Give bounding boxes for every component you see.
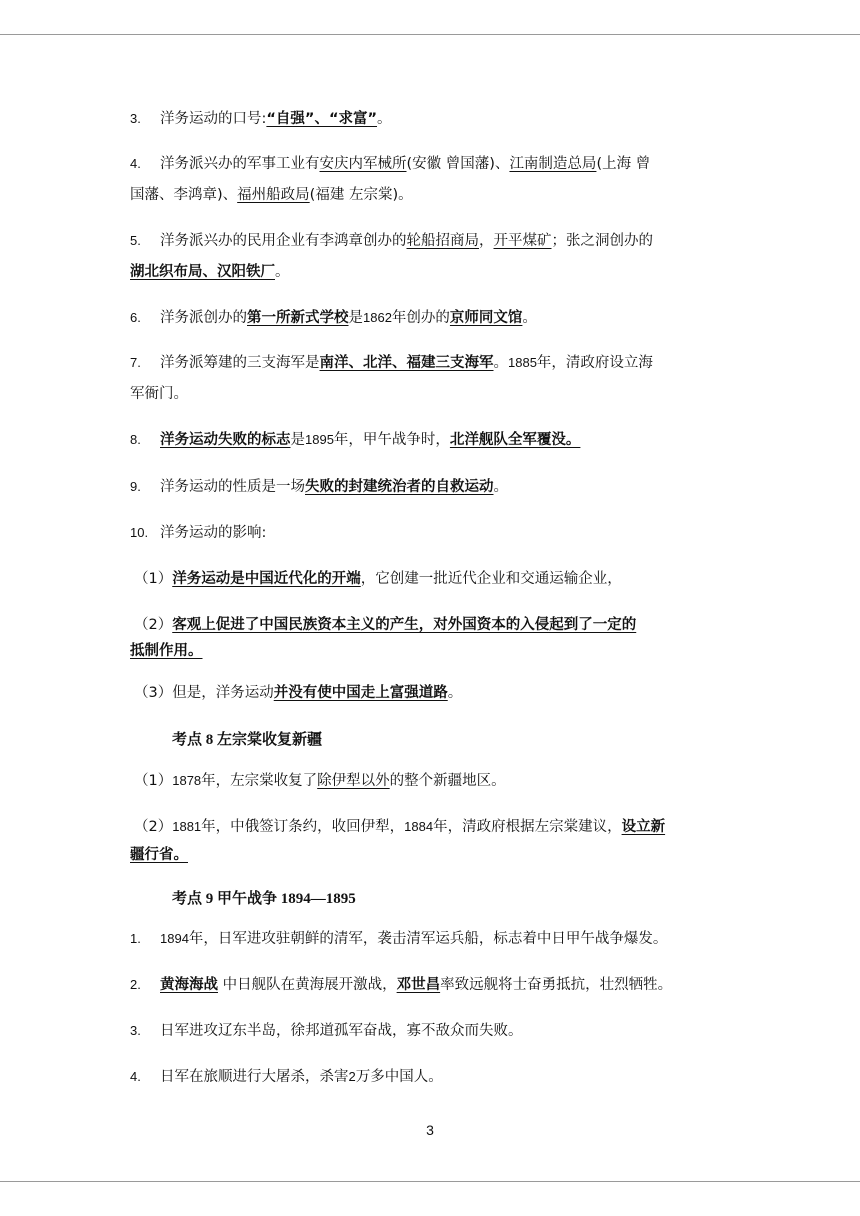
list-item: 10. 洋务运动的影响: <box>130 525 267 541</box>
section-heading: 考点 9 甲午战争 1894—1895 <box>172 891 356 907</box>
list-item: 6. 洋务派创办的第一所新式学校是1862年创办的京师同文馆。 <box>130 310 537 326</box>
page-number: 3 <box>426 1122 434 1138</box>
list-item-continuation: 军衙门。 <box>130 386 188 402</box>
list-item: 7. 洋务派筹建的三支海军是南洋、北洋、福建三支海军。1885年，清政府设立海 <box>130 355 653 371</box>
sub-item: （1）1878年，左宗棠收复了除伊犁以外的整个新疆地区。 <box>134 773 506 789</box>
sub-item: （3）但是，洋务运动并没有使中国走上富强道路。 <box>134 685 463 701</box>
bottom-divider <box>0 1181 860 1182</box>
sub-item: （2）1881年，中俄签订条约，收回伊犁，1884年，清政府根据左宗棠建议，设立新 <box>134 819 666 835</box>
list-item: 5. 洋务派兴办的民用企业有李鸿章创办的轮船招商局，开平煤矿；张之洞创办的 <box>130 233 653 249</box>
sub-item: （2）客观上促进了中国民族资本主义的产生，对外国资本的入侵起到了一定的 <box>134 617 637 633</box>
list-item-continuation: 湖北织布局、汉阳铁厂。 <box>130 264 290 280</box>
list-item: 3. 洋务运动的口号:“自强”、“求富”。 <box>130 111 392 127</box>
sub-item-continuation: 疆行省。 <box>130 847 188 863</box>
top-divider <box>0 34 860 35</box>
list-item: 4. 日军在旅顺进行大屠杀，杀害2万多中国人。 <box>130 1069 443 1085</box>
sub-item: （1）洋务运动是中国近代化的开端，它创建一批近代企业和交通运输企业， <box>134 571 622 587</box>
list-item: 2. 黄海海战 中日舰队在黄海展开激战，邓世昌率致远舰将士奋勇抵抗，壮烈牺牲。 <box>130 977 673 993</box>
list-item-continuation: 国藩、李鸿章)、福州船政局(福建 左宗棠)。 <box>130 187 413 203</box>
list-item: 4. 洋务派兴办的军事工业有安庆内军械所(安徽 曾国藩)、江南制造总局(上海 曾 <box>130 156 651 172</box>
list-item: 8. 洋务运动失败的标志是1895年，甲午战争时，北洋舰队全军覆没。 <box>130 432 581 448</box>
list-item: 9. 洋务运动的性质是一场失败的封建统治者的自救运动。 <box>130 479 508 495</box>
section-heading: 考点 8 左宗棠收复新疆 <box>172 732 323 748</box>
list-item: 1. 1894年，日军进攻驻朝鲜的清军，袭击清军运兵船，标志着中日甲午战争爆发。 <box>130 931 668 947</box>
sub-item-continuation: 抵制作用。 <box>130 643 203 659</box>
list-item: 3. 日军进攻辽东半岛，徐邦道孤军奋战，寡不敌众而失败。 <box>130 1023 523 1039</box>
